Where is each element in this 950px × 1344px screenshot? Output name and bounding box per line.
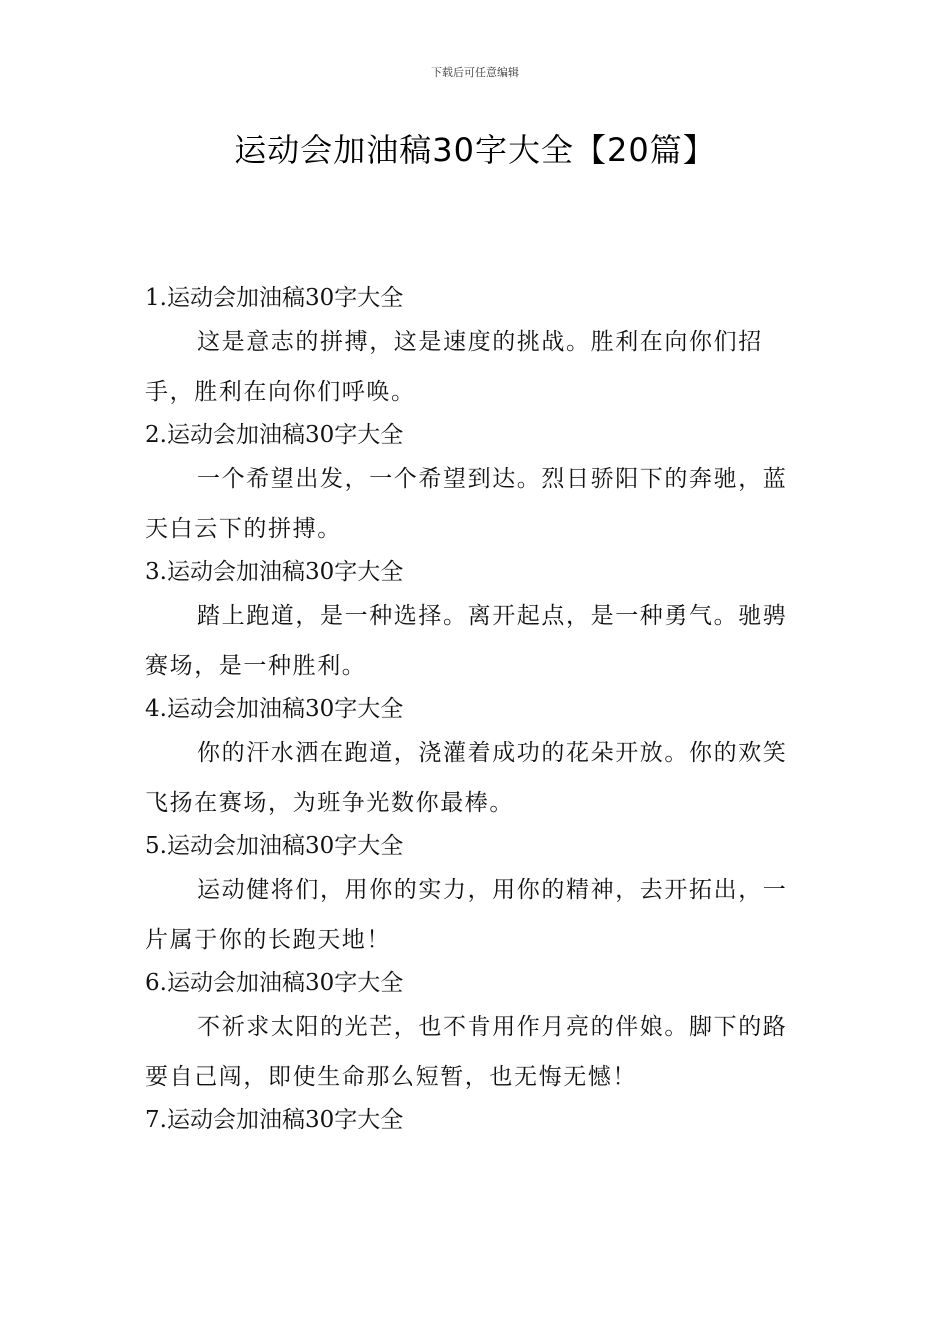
entry-heading: 2.运动会加油稿30字大全	[145, 422, 404, 448]
entry-5	[145, 828, 807, 965]
entry-7	[145, 1102, 807, 1139]
document-body	[145, 280, 807, 1152]
entry-paragraph: 不祈求太阳的光芒，也不肯用作月亮的伴娘。脚下的路要自己闯，即使生命那么短暂，也无悔无憾！	[145, 1014, 788, 1090]
entry-paragraph: 这是意志的拼搏，这是速度的挑战。胜利在向你们招手，胜利在向你们呼唤。	[145, 329, 763, 405]
entry-heading: 1.运动会加油稿30字大全	[145, 285, 404, 311]
entry-2	[145, 417, 807, 554]
entry-4	[145, 691, 807, 828]
entry-heading: 3.运动会加油稿30字大全	[145, 559, 404, 585]
entry-paragraph: 一个希望出发，一个希望到达。烈日骄阳下的奔驰，蓝天白云下的拼搏。	[145, 466, 788, 542]
entry-6	[145, 965, 807, 1102]
entry-heading: 4.运动会加油稿30字大全	[145, 696, 404, 722]
entry-1	[145, 280, 807, 417]
header-note: 下载后可任意编辑	[431, 66, 519, 79]
entry-paragraph: 运动健将们，用你的实力，用你的精神，去开拓出，一片属于你的长跑天地！	[145, 877, 788, 953]
entry-3	[145, 554, 807, 691]
entry-paragraph: 你的汗水洒在跑道，浇灌着成功的花朵开放。你的欢笑飞扬在赛场，为班争光数你最棒。	[145, 740, 788, 816]
entry-heading: 6.运动会加油稿30字大全	[145, 970, 404, 996]
page-title: 运动会加油稿30字大全【20篇】	[234, 131, 716, 169]
entry-heading: 7.运动会加油稿30字大全	[145, 1107, 404, 1133]
entry-heading: 5.运动会加油稿30字大全	[145, 833, 404, 859]
entry-paragraph: 踏上跑道，是一种选择。离开起点，是一种勇气。驰骋赛场，是一种胜利。	[145, 603, 788, 679]
